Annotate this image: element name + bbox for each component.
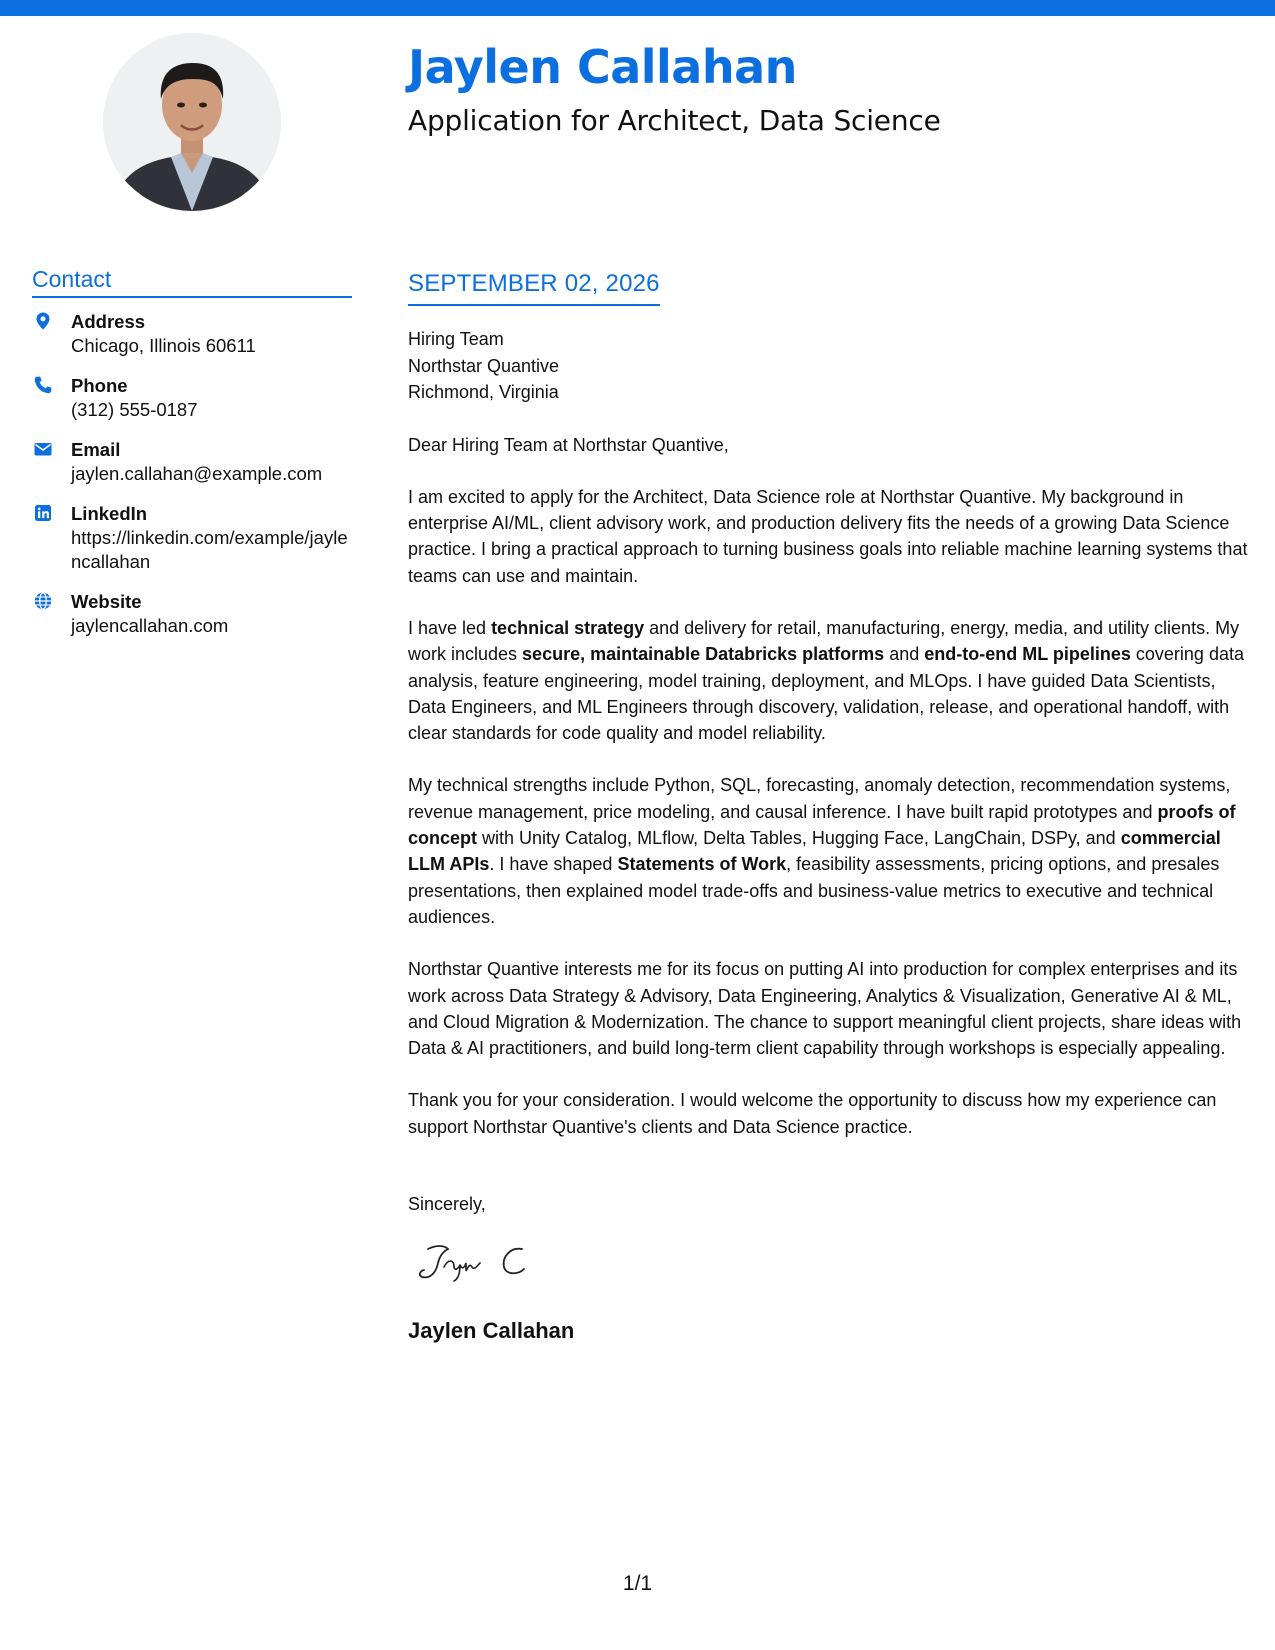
emphasis-text: Statements of Work <box>617 854 787 875</box>
contact-sidebar <box>32 266 352 654</box>
body-text: I am excited to apply for the Architect, Data Science role at Northstar Quantive. My background in enterprise AI/ML, client advisory work, and production delivery fits the needs of a growing Data Science practice. I bring a practical approach to turning business goals into reliable machine learning systems that teams can use and maintain. <box>408 486 1248 586</box>
body-text: covering data analysis, feature engineering, model training, deployment, and MLOps. I have guided Data Scientists, Data Engineers, and ML Engineers through discovery, validation, release, and operational handoff, with clear standards for code quality and model reliability. <box>408 644 1244 744</box>
top-accent-bar <box>0 0 1275 16</box>
body-text: I have led <box>408 617 492 638</box>
letter-paragraph <box>408 772 1253 930</box>
contact-value[interactable]: jaylen.callahan@example.com <box>71 463 323 484</box>
contact-heading: Contact <box>32 266 352 298</box>
body-text: and <box>884 644 925 665</box>
contact-label: LinkedIn <box>71 503 148 524</box>
globe-icon <box>33 591 55 613</box>
contact-label: Email <box>71 439 121 460</box>
contact-item-phone <box>32 374 352 422</box>
page-number: 1/1 <box>622 1572 653 1595</box>
contact-value: Chicago, Illinois 60611 <box>71 335 256 356</box>
emphasis-text: technical strategy <box>491 617 645 638</box>
contact-item-linkedin <box>32 502 352 574</box>
application-title: Application for Architect, Data Science <box>408 104 941 137</box>
contact-label: Address <box>71 311 146 332</box>
letter-text <box>408 432 1253 1141</box>
body-text: My technical strengths include Python, SQL, forecasting, anomaly detection, recommendation systems, revenue management, price modeling, and causal inference. I have built rapid prototypes and <box>408 775 1231 822</box>
letter-body <box>408 270 1253 1344</box>
body-text: and delivery for retail, manufacturing, energy, media, and utility clients. My work includes <box>408 617 1240 665</box>
signer-name: Jaylen Callahan <box>408 1318 575 1344</box>
emphasis-text: secure, maintainable Databricks platforms <box>522 644 885 665</box>
email-icon <box>33 439 55 461</box>
location-pin-icon <box>33 311 55 333</box>
letter-paragraph <box>408 956 1253 1061</box>
handwritten-signature <box>414 1237 1253 1292</box>
body-text: , feasibility assessments, pricing options, and presales presentations, then explained model trade-offs and business-value metrics to executive and technical audiences. <box>408 854 1220 927</box>
body-text: Northstar Quantive interests me for its focus on putting AI into production for complex enterprises and its work across Data Strategy & Advisory, Data Engineering, Analytics & Visualization, Generative AI & ML, and Cloud Migration & Modernization. The chance to support meaningful client projects, share ideas with Data & AI practitioners, and build long-term client capability through workshops is especially appealing. <box>408 959 1242 1059</box>
emphasis-text: proofs of concept <box>408 801 1236 849</box>
contact-value[interactable]: jaylencallahan.com <box>71 615 229 636</box>
contact-item-address <box>32 310 352 358</box>
contact-item-email <box>32 438 352 486</box>
salutation: Dear Hiring Team at Northstar Quantive, <box>408 434 729 455</box>
body-text: Thank you for your consideration. I would welcome the opportunity to discuss how my experience can support Northstar Quantive's clients and Data Science practice. <box>408 1090 1217 1137</box>
recipient-line: Hiring Team <box>408 329 504 349</box>
contact-item-website <box>32 590 352 638</box>
phone-icon <box>33 375 55 397</box>
applicant-name: Jaylen Callahan <box>408 40 797 94</box>
contact-value[interactable]: https://linkedin.com/example/jaylencallahan <box>71 527 348 572</box>
linkedin-icon <box>33 503 55 525</box>
body-text: . I have shaped <box>489 854 618 875</box>
contact-label: Website <box>71 591 142 612</box>
contact-label: Phone <box>71 375 128 396</box>
closing: Sincerely, <box>408 1194 486 1215</box>
letter-paragraph <box>408 615 1253 746</box>
recipient-line: Richmond, Virginia <box>408 382 559 402</box>
recipient-block <box>408 326 1253 406</box>
letter-date: SEPTEMBER 02, 2026 <box>408 270 660 306</box>
emphasis-text: commercial LLM APIs <box>408 828 1221 875</box>
body-text: with Unity Catalog, MLflow, Delta Tables, Hugging Face, LangChain, DSPy, and <box>477 828 1121 849</box>
contact-value: (312) 555-0187 <box>71 399 198 420</box>
profile-photo <box>103 33 281 211</box>
recipient-line: Northstar Quantive <box>408 355 560 376</box>
letter-paragraph <box>408 1087 1253 1140</box>
emphasis-text: end-to-end ML pipelines <box>924 644 1131 665</box>
letter-paragraph <box>408 484 1253 589</box>
